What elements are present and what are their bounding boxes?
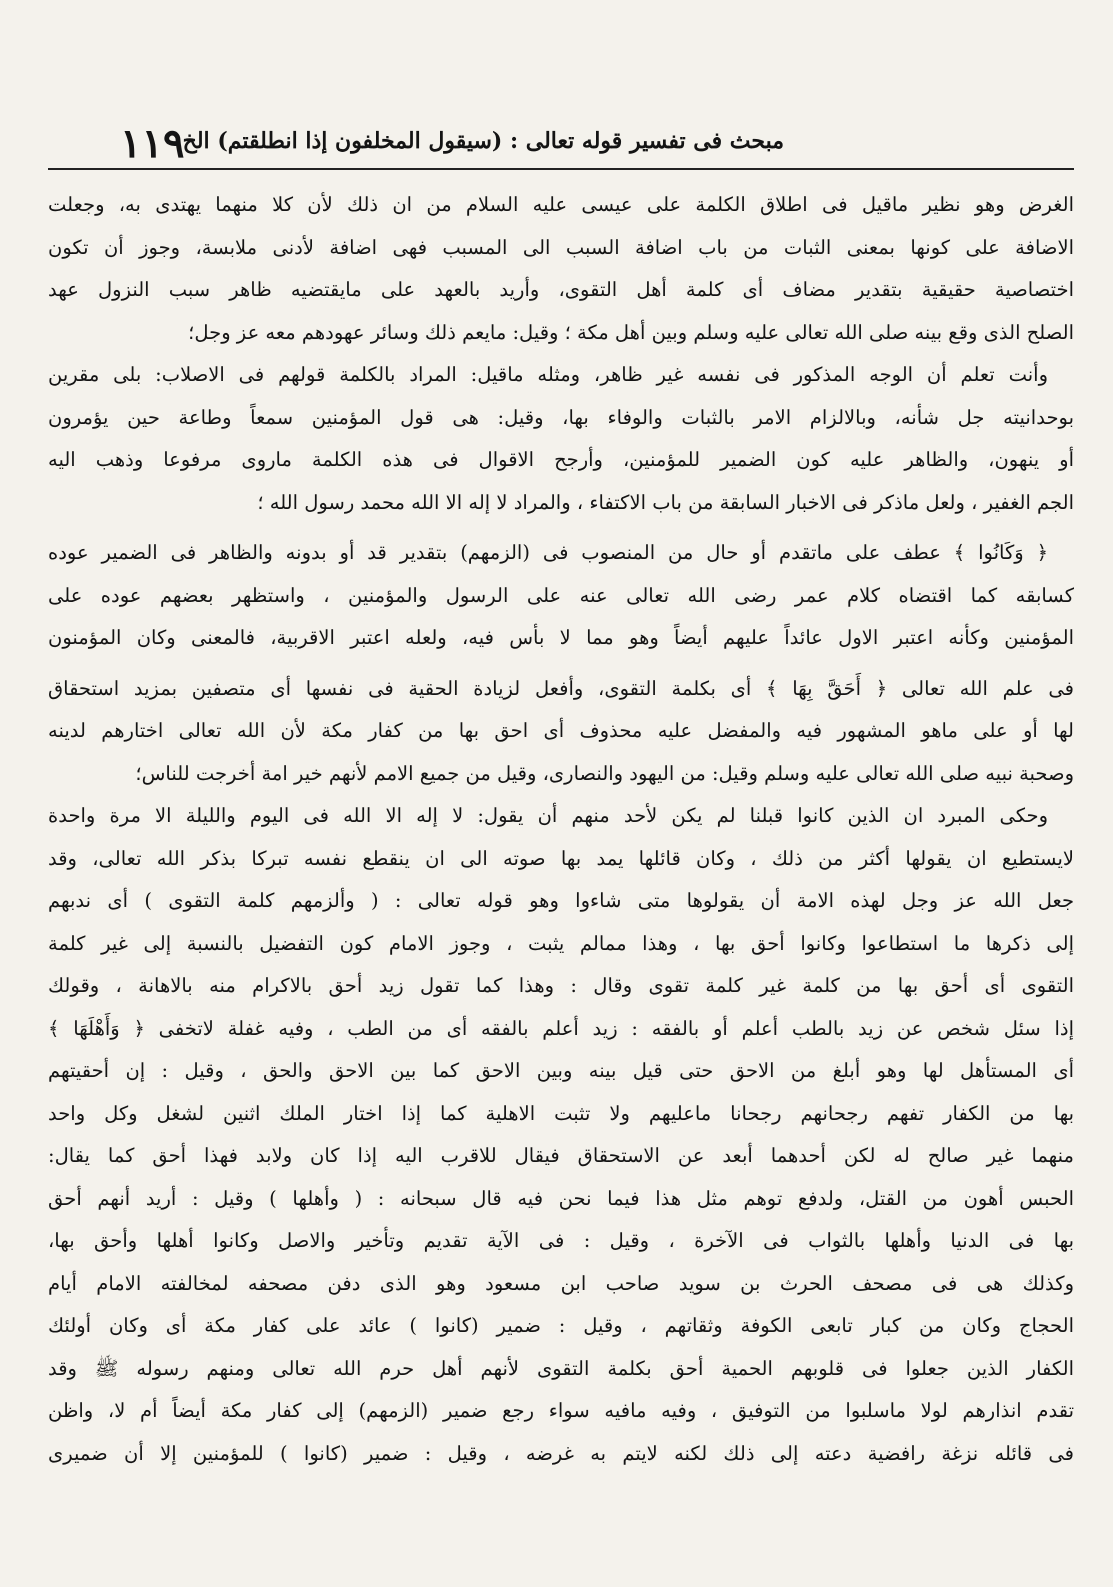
text-line: وصحبة نبيه صلى الله تعالى عليه وسلم وقيل: من اليهود والنصارى، وقيل من جميع الامم لأنهم خير امة أخرجت للناس؛ — [135, 761, 1074, 785]
text-line: فى قائله نزغة رافضية دعته إلى ذلك لكنه لايتم به غرضه ، وقيل : ضمير (كانوا ) للمؤمنين إلا أن ضميرى — [48, 1441, 1074, 1465]
text-line: وأنت تعلم أن الوجه المذكور فى نفسه غير ظاهر، ومثله ماقيل: المراد بالكلمة قولهم فى الاصلاب: بلى مقرين — [48, 363, 1048, 386]
book-page — [48, 118, 1074, 1558]
text-line: اختصاصية حقيقية بتقدير مضاف أى كلمة أهل التقوى، وأريد بالعهد على مايقتضيه ظاهر سبب النزول عهد — [48, 278, 1074, 301]
text-line: الكفار الذين جعلوا فى قلوبهم الحمية أحق بكلمة التقوى لأنهم أهل حرم الله تعالى ومنهم رسوله ﷺ وقد — [48, 1356, 1074, 1380]
text-line: كسابقه كما اقتضاه كلام عمر رضى الله تعالى عنه على الرسول والمؤمنين ، واستظهر بعضهم عوده على — [48, 583, 1074, 607]
text-line: وكذلك هى فى مصحف الحرث بن سويد صاحب ابن مسعود وهو الذى دفن مصحفه لمخالفته الامام أيام — [48, 1271, 1074, 1295]
text-line: أو ينهون، والظاهر عليه كون الضمير للمؤمنين، وأرجح الاقوال فى هذه الكلمة ماروى مرفوعا وذهب اليه — [48, 448, 1074, 471]
text-line: إذا سئل شخص عن زيد بالطب أعلم أو بالفقه : زيد أعلم بالفقه أى من الطب ، وفيه غفلة لاتخفى ﴿ وَأَهْلَهَا ﴾ — [48, 1016, 1074, 1040]
text-line: فى علم الله تعالى ﴿ أَحَقَّ بِهَا ﴾ أى بكلمة التقوى، وأفعل لزيادة الحقية فى نفسها أى متصفين بمزيد استحقاق — [48, 676, 1074, 700]
text-line: الاضافة على كونها بمعنى الثبات من باب اضافة السبب الى المسبب فهى اضافة لأدنى ملابسة، وجوز أن تكون — [48, 235, 1074, 259]
text-line: منهما غير صالح له لكن أحدهما أبعد عن الاستحقاق فيقال للاقرب اليه إذا كان ولابد فهذا أحق كما يقال: — [48, 1144, 1074, 1167]
text-line: وحكى المبرد ان الذين كانوا قبلنا لم يكن لأحد منهم أن يقول: لا إله الا الله فى اليوم والليلة الا مرة واحدة — [48, 804, 1048, 827]
text-line: أى المستأهل لها وهو أبلغ من الاحق حتى قيل بينه وبين الاحق كما بين الاحق والحق ، وقيل : إن أحقيتهم — [48, 1059, 1074, 1082]
text-line: بها من الكفار تفهم رجحانهم رجحانا ماعليهم ولا تثبت الاهلية كما إذا اختار الملك اثنين لشغل وكل واحد — [48, 1101, 1074, 1125]
text-line: جعل الله عز وجل لهذه الامة أن يقولوها متى شاءوا وهو قوله تعالى : ( وألزمهم كلمة التقوى ) أى ندبهم — [48, 889, 1074, 912]
running-head — [48, 118, 1074, 170]
text-line: إلى ذكرها ما استطاعوا وكانوا أحق بها ، وهذا ممالم يثبت ، وجوز الامام كون التفضيل بالنسبة إلى غير كلمة — [48, 931, 1074, 955]
header-rule — [48, 168, 1074, 170]
text-line: لها أو على ماهو المشهور فيه والمفضل عليه محذوف أى احق بها من كفار مكة لأن الله تعالى اختارهم لدينه — [48, 719, 1074, 742]
text-line: تقدم انذارهم لولا ماسلبوا من التوفيق ، وفيه مافيه سواء رجع ضمير (الزمهم) إلى كفار مكة أيضاً أم لا، واظن — [48, 1399, 1074, 1422]
page-number: ١١٩ — [120, 120, 185, 167]
text-line: المؤمنين وكأنه اعتبر الاول عائداً عليهم أيضاً وهو مما لا بأس فيه، ولعله اعتبر الاقربية، فالمعنى وكان المؤمنون — [48, 626, 1074, 649]
text-line: لايستطيع ان يقولها أكثر من ذلك ، وكان قائلها يمد بها صوته الى ان ينقطع نفسه تبركا بذكر الله تعالى، وقد — [48, 846, 1074, 870]
text-line: التقوى أى أحق بها من كلمة غير كلمة تقوى وقال : وهذا كما تقول زيد أحق بالاكرام منه بالاهانة ، وقولك — [48, 974, 1074, 997]
body-text — [48, 184, 1074, 1475]
text-line: الحبس أهون من القتل، ولدفع توهم مثل هذا فيما نحن فيه قال سبحانه : ( وأهلها ) وقيل : أريد أنهم أحق — [48, 1186, 1074, 1210]
text-line: الغرض وهو نظير ماقيل فى اطلاق الكلمة على عيسى عليه السلام من ان ذلك لأن كلا منهما يهتدى به، وجعلت — [48, 193, 1074, 216]
text-line: الحجاج وكان من كبار تابعى الكوفة وثقاتهم ، وقيل : ضمير (كانوا ) عائد على كفار مكة أى وكان أولئك — [48, 1314, 1074, 1337]
text-line: الجم الغفير ، ولعل ماذكر فى الاخبار السابقة من باب الاكتفاء ، والمراد لا إله الا الله محمد رسول الله ؛ — [257, 490, 1074, 514]
text-line: الصلح الذى وقع بينه صلى الله تعالى عليه وسلم وبين أهل مكة ؛ وقيل: مايعم ذلك وسائر عهودهم معه عز وجل؛ — [188, 320, 1074, 344]
text-line: بها فى الدنيا وأهلها بالثواب فى الآخرة ، وقيل : فى الآية تقديم وتأخير والاصل وكانوا أهلها وأحق بها، — [48, 1229, 1074, 1252]
text-line: ﴿ وَكَانُوا ﴾ عطف على ماتقدم أو حال من المنصوب فى (الزمهم) بتقدير قد أو بدونه والظاهر فى الضمير عوده — [48, 541, 1048, 564]
running-title: مبحث فى تفسير قوله تعالى : (سيقول المخلفون إذا انطلقتم) الخ — [182, 128, 784, 154]
text-line: بوحدانيته جل شأنه، وبالالزام الامر بالثبات والوفاء بها، وقيل: هى قول المؤمنين سمعاً وطاعة حين يؤمرون — [48, 405, 1074, 429]
